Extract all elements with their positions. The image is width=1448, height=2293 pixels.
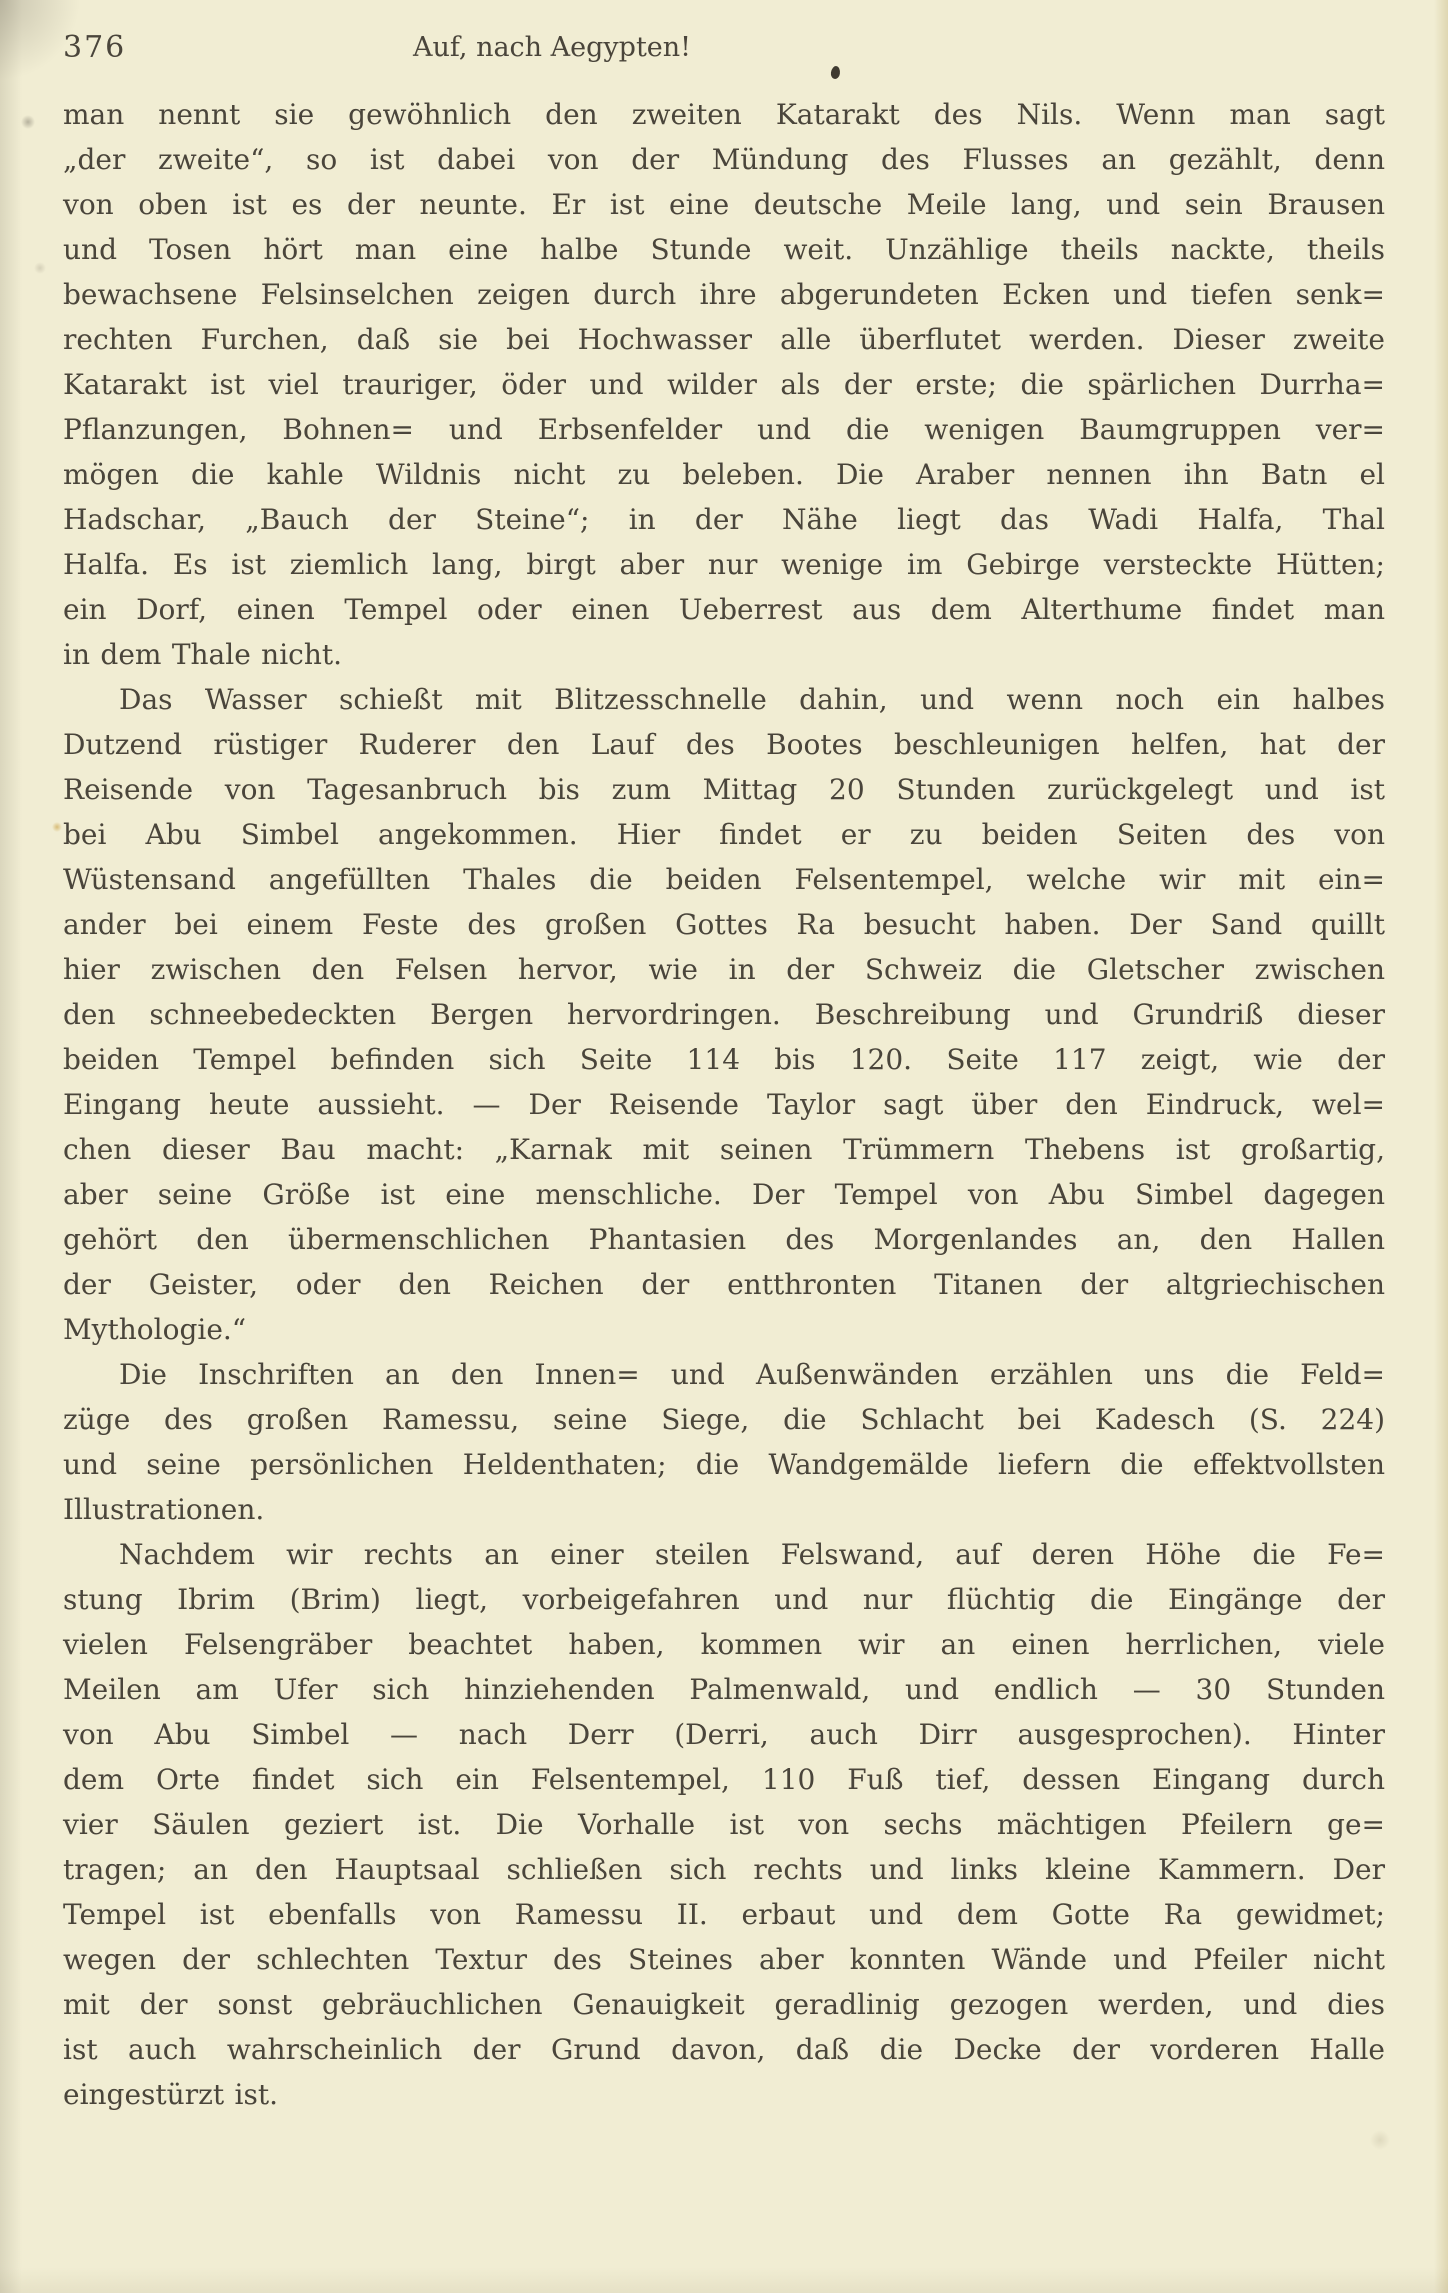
text-line: eingestürzt ist. xyxy=(63,2078,278,2111)
page-header xyxy=(0,0,1448,90)
text-line: vielen Felsengräber beachtet haben, kommen wir an einen herrlichen, viele xyxy=(63,1628,1385,1661)
body-text xyxy=(63,92,1385,2117)
text-line: chen dieser Bau macht: „Karnak mit seinen Trümmern Thebens ist großartig, xyxy=(63,1133,1385,1166)
text-line: Meilen am Ufer sich hinziehenden Palmenwald, und endlich — 30 Stunden xyxy=(63,1673,1385,1706)
text-line: man nennt sie gewöhnlich den zweiten Katarakt des Nils. Wenn man sagt xyxy=(63,98,1385,131)
paragraph xyxy=(63,1352,1385,1532)
text-line: bewachsene Felsinselchen zeigen durch ihre abgerundeten Ecken und tiefen senk= xyxy=(63,278,1385,311)
text-line: und Tosen hört man eine halbe Stunde weit. Unzählige theils nackte, theils xyxy=(63,233,1385,266)
text-line: Reisende von Tagesanbruch bis zum Mittag 20 Stunden zurückgelegt und ist xyxy=(63,773,1385,806)
text-line: von oben ist es der neunte. Er ist eine deutsche Meile lang, und sein Brausen xyxy=(63,188,1385,221)
text-line: Wüstensand angefüllten Thales die beiden Felsentempel, welche wir mit ein= xyxy=(63,863,1385,896)
text-line: rechten Furchen, daß sie bei Hochwasser alle überflutet werden. Dieser zweite xyxy=(63,323,1385,356)
paragraph xyxy=(63,677,1385,1352)
running-title: Auf, nach Aegypten! xyxy=(412,32,692,63)
text-line: Die Inschriften an den Innen= und Außenwänden erzählen uns die Feld= xyxy=(119,1358,1385,1391)
text-line: ist auch wahrscheinlich der Grund davon, daß die Decke der vorderen Halle xyxy=(63,2033,1385,2066)
text-line: beiden Tempel befinden sich Seite 114 bis 120. Seite 117 zeigt, wie der xyxy=(63,1043,1385,1076)
page-number: 376 xyxy=(63,30,127,65)
text-line: ander bei einem Feste des großen Gottes Ra besucht haben. Der Sand quillt xyxy=(63,908,1385,941)
text-line: Pflanzungen, Bohnen= und Erbsenfelder und die wenigen Baumgruppen ver= xyxy=(63,413,1385,446)
text-line: und seine persönlichen Heldenthaten; die Wandgemälde liefern die effektvollsten xyxy=(63,1448,1385,1481)
text-line: ein Dorf, einen Tempel oder einen Ueberrest aus dem Alterthume findet man xyxy=(63,593,1385,626)
text-line: Halfa. Es ist ziemlich lang, birgt aber nur wenige im Gebirge versteckte Hütten; xyxy=(63,548,1385,581)
text-line: vier Säulen geziert ist. Die Vorhalle ist von sechs mächtigen Pfeilern ge= xyxy=(63,1808,1385,1841)
text-line: Katarakt ist viel trauriger, öder und wilder als der erste; die spärlichen Durrha= xyxy=(63,368,1385,401)
paragraph xyxy=(63,1532,1385,2117)
paragraph xyxy=(63,92,1385,677)
text-line: tragen; an den Hauptsaal schließen sich rechts und links kleine Kammern. Der xyxy=(63,1853,1385,1886)
text-line: Mythologie.“ xyxy=(63,1313,247,1346)
text-line: Tempel ist ebenfalls von Ramessu II. erbaut und dem Gotte Ra gewidmet; xyxy=(63,1898,1385,1931)
text-line: mit der sonst gebräuchlichen Genauigkeit geradlinig gezogen werden, und dies xyxy=(63,1988,1385,2021)
text-line: hier zwischen den Felsen hervor, wie in der Schweiz die Gletscher zwischen xyxy=(63,953,1385,986)
text-line: Das Wasser schießt mit Blitzesschnelle dahin, und wenn noch ein halbes xyxy=(119,683,1385,716)
text-line: Nachdem wir rechts an einer steilen Felswand, auf deren Höhe die Fe= xyxy=(119,1538,1385,1571)
text-line: Illustrationen. xyxy=(63,1493,265,1526)
text-line: gehört den übermenschlichen Phantasien des Morgenlandes an, den Hallen xyxy=(63,1223,1385,1256)
text-line: von Abu Simbel — nach Derr (Derri, auch Dirr ausgesprochen). Hinter xyxy=(63,1718,1385,1751)
text-line: bei Abu Simbel angekommen. Hier findet er zu beiden Seiten des von xyxy=(63,818,1385,851)
text-line: wegen der schlechten Textur des Steines aber konnten Wände und Pfeiler nicht xyxy=(63,1943,1385,1976)
text-line: „der zweite“, so ist dabei von der Mündung des Flusses an gezählt, denn xyxy=(63,143,1385,176)
text-line: züge des großen Ramessu, seine Siege, die Schlacht bei Kadesch (S. 224) xyxy=(63,1403,1385,1436)
text-line: den schneebedeckten Bergen hervordringen. Beschreibung und Grundriß dieser xyxy=(63,998,1385,1031)
text-line: aber seine Größe ist eine menschliche. Der Tempel von Abu Simbel dagegen xyxy=(63,1178,1385,1211)
text-line: Eingang heute aussieht. — Der Reisende Taylor sagt über den Eindruck, wel= xyxy=(63,1088,1385,1121)
text-line: in dem Thale nicht. xyxy=(63,638,343,671)
text-line: der Geister, oder den Reichen der entthronten Titanen der altgriechischen xyxy=(63,1268,1385,1301)
text-line: Hadschar, „Bauch der Steine“; in der Nähe liegt das Wadi Halfa, Thal xyxy=(63,503,1385,536)
text-line: Dutzend rüstiger Ruderer den Lauf des Bootes beschleunigen helfen, hat der xyxy=(63,728,1385,761)
text-line: dem Orte findet sich ein Felsentempel, 110 Fuß tief, dessen Eingang durch xyxy=(63,1763,1385,1796)
text-line: stung Ibrim (Brim) liegt, vorbeigefahren und nur flüchtig die Eingänge der xyxy=(63,1583,1385,1616)
text-line: mögen die kahle Wildnis nicht zu beleben. Die Araber nennen ihn Batn el xyxy=(63,458,1385,491)
